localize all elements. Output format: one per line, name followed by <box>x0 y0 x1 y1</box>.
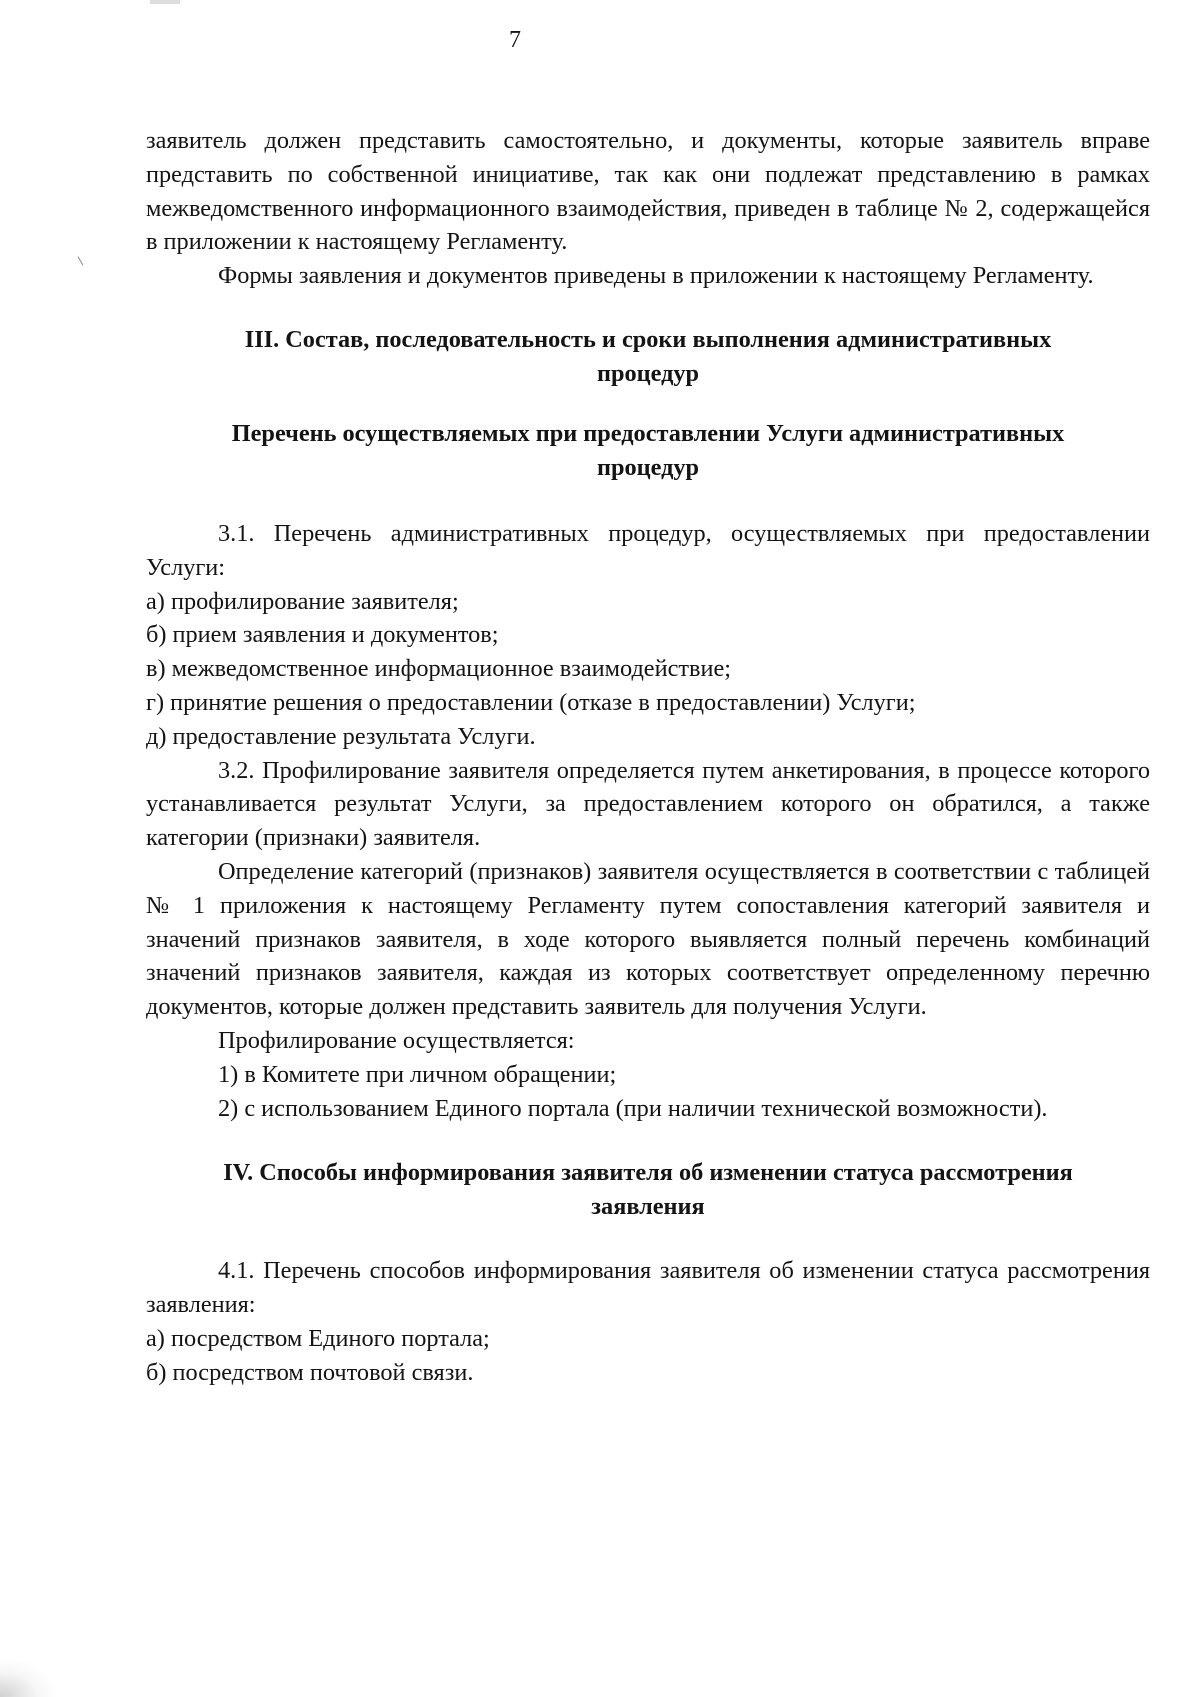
scan-artifact-corner <box>0 1657 60 1697</box>
paragraph-3-1: 3.1. Перечень административных процедур, осуществляемых при предоставлении Услуги: <box>146 519 1150 581</box>
section-4-heading-line-1: IV. Способы информирования заявителя об изменении статуса рассмотрения <box>223 1159 1073 1187</box>
section-3-subheading <box>146 417 1150 485</box>
procedures-list <box>146 585 1150 754</box>
profiling-item-1: 1) в Комитете при личном обращении; <box>218 1060 617 1088</box>
document-body <box>146 124 1150 1390</box>
list-item: б) посредством почтовой связи. <box>146 1358 474 1386</box>
section-3-subheading-line-2: процедур <box>596 453 700 481</box>
paragraph-profiling: Профилирование осуществляется: <box>218 1026 575 1054</box>
list-item: д) предоставление результата Услуги. <box>146 722 536 750</box>
list-item: а) профилирование заявителя; <box>146 587 459 615</box>
section-3-subheading-line-1: Перечень осуществляемых при предоставлении Услуги административных <box>231 419 1065 447</box>
section-3-heading-line-2: процедур <box>596 359 700 387</box>
list-item: г) принятие решения о предоставлении (отказе в предоставлении) Услуги; <box>146 688 916 716</box>
intro-paragraph-2: Формы заявления и документов приведены в приложении к настоящему Регламенту. <box>218 262 1094 290</box>
scan-artifact-top <box>150 0 180 4</box>
section-3-heading-line-1: III. Состав, последовательность и сроки выполнения административных <box>244 325 1052 353</box>
section-4-heading-line-2: заявления <box>591 1193 705 1221</box>
notification-methods-list <box>146 1322 1150 1390</box>
paragraph-4-1: 4.1. Перечень способов информирования заявителя об изменении статуса рассмотрения заявления: <box>146 1257 1150 1319</box>
section-4-heading <box>146 1156 1150 1224</box>
list-item: в) межведомственное информационное взаимодействие; <box>146 655 731 683</box>
list-item: а) посредством Единого портала; <box>146 1324 490 1352</box>
intro-paragraph-1: заявитель должен представить самостоятельно, и документы, которые заявитель вправе представить по собственной инициативе, так как они подлежат представлению в рамках межведомственного информационного взаимодействия, приведен в таблице № 2, содержащейся в приложении к настоящему Регламенту. <box>146 127 1150 256</box>
paragraph-categories: Определение категорий (признаков) заявителя осуществляется в соответствии с таблицей № 1 приложения к настоящему Регламенту путем сопоставления категорий заявителя и значений признаков заявителя, в ходе которого выявляется полный перечень комбинаций значений признаков заявителя, каждая из которых соответствует определенному перечню документов, которые должен представить заявитель для получения Услуги. <box>146 857 1150 1021</box>
paragraph-3-2: 3.2. Профилирование заявителя определяется путем анкетирования, в процессе которого устанавливается результат Услуги, за предоставлением которого он обратился, а также категории (признаки) заявителя. <box>146 756 1150 852</box>
list-item: б) прием заявления и документов; <box>146 621 499 649</box>
page-number: 7 <box>509 27 521 53</box>
scan-artifact-mark <box>78 256 84 265</box>
section-3-heading <box>146 323 1150 391</box>
profiling-item-2: 2) с использованием Единого портала (при наличии технической возможности). <box>218 1094 1048 1122</box>
